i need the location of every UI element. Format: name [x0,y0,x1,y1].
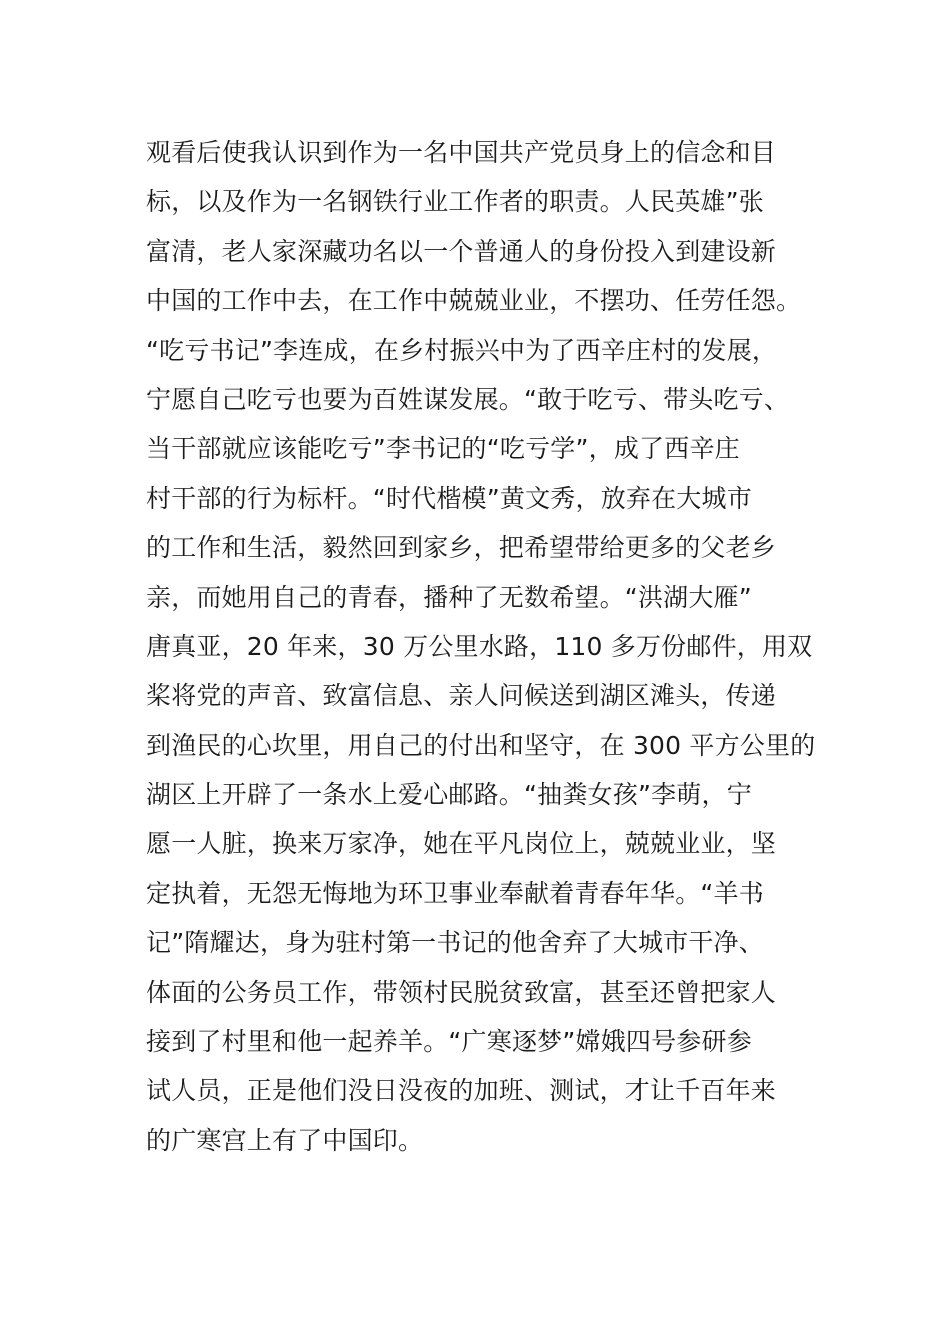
text-line: “吃亏书记”李连成，在乡村振兴中为了西辛庄村的发展， [146,335,778,365]
text-line: 富清，老人家深藏功名以一个普通人的身份投入到建设新 [146,236,777,266]
text-line: 当干部就应该能吃亏”李书记的“吃亏学”，成了西辛庄 [146,434,740,464]
text-line: 中国的工作中去，在工作中兢兢业业，不摆功、任劳任怨。 [146,286,802,316]
text-line: 记”隋耀达，身为驻村第一书记的他舍弃了大城市干净、 [146,928,764,958]
text-line: 体面的公务员工作，带领村民脱贫致富，甚至还曾把家人 [146,977,777,1007]
text-line: 的广寒宫上有了中国印。 [146,1125,424,1155]
text-line: 定执着，无怨无悔地为环卫事业奉献着青春年华。“羊书 [146,878,764,908]
text-line: 宁愿自己吃亏也要为百姓谋发展。“敢于吃亏、带头吃亏、 [146,384,790,414]
text-line: 亲，而她用自己的青春，播种了无数希望。“洪湖大雁” [146,582,752,612]
text-line: 接到了村里和他一起养羊。“广寒逐梦”嫦娥四号参研参 [146,1027,752,1057]
text-line: 愿一人脏，换来万家净，她在平凡岗位上，兢兢业业，坚 [146,829,777,859]
text-line: 湖区上开辟了一条水上爱心邮路。“抽粪女孩”李萌，宁 [146,780,752,810]
text-line: 村干部的行为标杆。“时代楷模”黄文秀，放弃在大城市 [146,483,752,513]
text-line: 唐真亚，20 年来，30 万公里水路，110 多万份邮件，用双 [146,631,813,661]
text-line: 试人员，正是他们没日没夜的加班、测试，才让千百年来 [146,1076,777,1106]
text-line: 的工作和生活，毅然回到家乡，把希望带给更多的父老乡 [146,533,777,563]
text-line: 标，以及作为一名钢铁行业工作者的职责。人民英雄”张 [146,187,764,217]
text-line: 观看后使我认识到作为一名中国共产党员身上的信念和目 [146,138,777,167]
text-line: 到渔民的心坎里，用自己的付出和坚守，在 300 平方公里的 [146,730,816,760]
text-line: 桨将党的声音、致富信息、亲人问候送到湖区滩头，传递 [146,681,777,711]
body-paragraph [146,128,826,1165]
